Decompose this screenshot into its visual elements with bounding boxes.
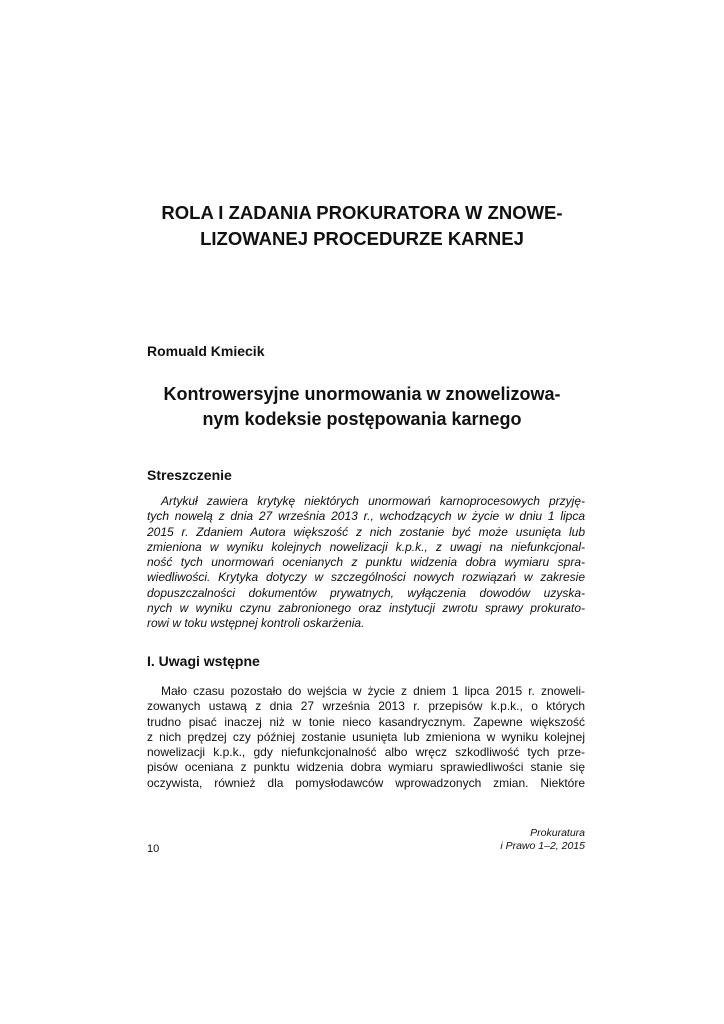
abstract-line: tych nowelą z dnia 27 września 2013 r., wchodzących w życie w dniu 1 lipca: [147, 509, 585, 524]
journal-name: Prokuratura: [530, 827, 585, 839]
body-line: zowanych ustawą z dnia 27 września 2013 r. przepisów k.p.k., o których: [147, 699, 585, 714]
abstract-heading: Streszczenie: [147, 467, 232, 483]
body-line: nowelizacji k.p.k., gdy niefunkcjonalność albo wręcz szkodliwość tych prze-: [147, 745, 585, 760]
body-line: z nich prędzej czy później zostanie usunięta lub zmieniona w wyniku kolejnej: [147, 729, 585, 744]
body-line: pisów oceniana z punktu widzenia dobra wymiaru sprawiedliwości stanie się: [147, 760, 585, 775]
page-number: 10: [147, 843, 160, 855]
abstract-line: ność tych unormowań ocenianych z punktu widzenia dobra wymiaru spra-: [147, 555, 585, 570]
body-line: oczywista, również dla pomysłodawców wprowadzonych zmian. Niektóre: [147, 775, 585, 790]
section-title: [100, 200, 624, 252]
abstract-line: dopuszczalności dokumentów prywatnych, wyłączenia dowodów uzyska-: [147, 585, 585, 600]
body-line: Mało czasu pozostało do wejścia w życie z dniem 1 lipca 2015 r. znoweli-: [161, 684, 585, 698]
abstract-line: rowi w toku wstępnej kontroli oskarżenia.: [147, 616, 365, 631]
body-line: trudno pisać inaczej niż w tonie nieco kasandrycznym. Zapewne większość: [147, 714, 585, 729]
section-title-line: LIZOWANEJ PROCEDURZE KARNEJ: [200, 228, 524, 249]
abstract-line: wiedliwości. Krytyka dotyczy w szczególności nowych rozwiązań w zakresie: [147, 570, 585, 585]
abstract-line: nych w wyniku czynu zabronionego oraz instytucji zwrotu sprawy prokurato-: [147, 601, 585, 616]
article-title: [130, 382, 594, 432]
abstract-paragraph: [147, 494, 585, 632]
journal-issue: i Prawo 1–2, 2015: [500, 840, 585, 852]
abstract-line: zmieniona w wyniku kolejnych nowelizacji k.p.k., z uwagi na niefunkcjonal-: [147, 539, 585, 554]
article-title-line: Kontrowersyjne unormowania w znowelizowa-: [163, 384, 561, 404]
abstract-line: 2015 r. Zdaniem Autora większość z nich zostanie być może usunięta lub: [147, 524, 585, 539]
intro-paragraph: [147, 684, 585, 791]
author-name: Romuald Kmiecik: [147, 343, 265, 359]
intro-heading: I. Uwagi wstępne: [147, 653, 260, 669]
article-title-line: nym kodeksie postępowania karnego: [202, 409, 522, 429]
abstract-line: Artykuł zawiera krytykę niektórych unormowań karnoprocesowych przyję-: [161, 494, 585, 508]
section-title-line: ROLA I ZADANIA PROKURATORA W ZNOWE-: [161, 202, 563, 223]
journal-reference: [440, 827, 585, 853]
